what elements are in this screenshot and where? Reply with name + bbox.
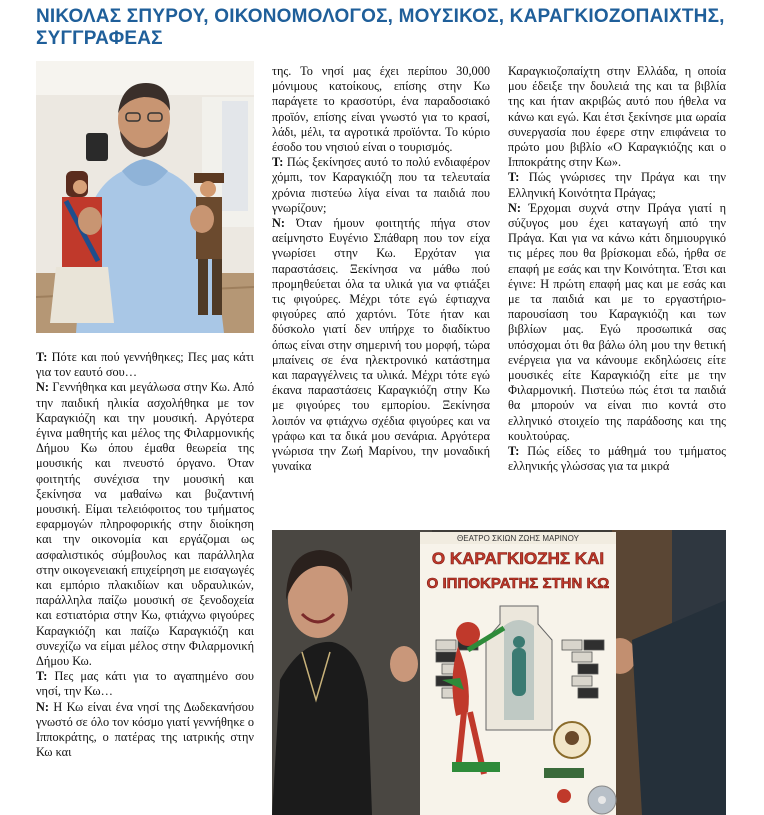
interviewer-label: Τ: <box>36 669 48 684</box>
interviewer-label: Τ: <box>272 155 284 170</box>
question-text: Πώς είδες το μάθημά του τμήματος ελληνικής γλώσσας για τα μικρά <box>508 444 726 474</box>
answer-text: Έρχομαι συχνά στην Πράγα γιατί η σύζυγος μου έχει καταγωγή από την Πράγα. Και για να κάνω κάτι δημιουργικό τις μέρες που θα βρίσκομαι εδώ, ήρθα σε επαφή με εσάς και την Κοινότητα. Έτσι και έγινε: Η πρώτη επαφή μας και με εσάς και με τα παιδιά και με το εργαστήριο- παρουσίαση του Καραγκιόζη και των βιβλίων μας. Εγώ προσωπικά σας υπόσχομαι ότι θα βάλω όλη μου την θετική ενέργεια για να κάνουμε εκδηλώσεις είτε μουσικές είτε Καραγκιόζη είτε με την Φιλαρμονική. Πιστεύω πώς έτσι τα παιδιά θα μπορούν να είναι πιο κοντά στο ελληνικό στοιχείο της παράδοσης και της κουλτούρας. <box>508 200 726 443</box>
book-publisher-line: ΘΕΑΤΡΟ ΣΚΙΩΝ ΖΩΗΣ ΜΑΡΙΝΟΥ <box>457 534 579 543</box>
answer-text: Όταν ήμουν φοιτητής πήγα στον αείμνηστο Ευγένιο Σπάθαρη που τον είχα γνωρίσει στην Κω. Ερχόταν για παραστάσεις. Ξεκίνησα να μάθω πού προμηθεύεται όλα τα υλικά για να φτιάξει τις φιγούρες. Μέχρι τότε εγώ έφτιαχνα φιγούρες από χαρτόνι. Τότε ήταν και δύσκολο γιατί δεν υπήρχε το διαδίκτυο όπως είναι στην σημερινή του μορφή, τώρα μπαίνεις σε ένα ηλεκτρονικό κατάστημα και παραγγέλνεις τα υλικά. Μέχρι τότε εγώ έκανα παραστάσεις Καραγκιόζη στην Κω με φιγούρες του εμπορίου. Ξεκίνησα λοιπόν να φτιάχνω σχέδια φιγούρες και να γράφω και τα δικά μου σενάρια. Αργότερα γνώρισα την Ζωή Μαρίνου, την μοναδική γυναίκα <box>272 216 490 474</box>
question-text: Πότε και πού γεννήθηκες; Πες μας κάτι για τον εαυτό σου… <box>36 350 254 380</box>
book-title-line-2: Ο ΙΠΠΟΚΡΑΤΗΣ ΣΤΗΝ ΚΩ <box>426 575 610 592</box>
text-column-1 <box>36 350 254 760</box>
paragraph-answer-3 <box>272 216 490 474</box>
article-title: ΝΙΚΟΛΑΣ ΣΠΥΡΟΥ, ΟΙΚΟΝΟΜΟΛΟΓΟΣ, ΜΟΥΣΙΚΟΣ, ΚΑΡΑΓΚΙΟΖΟΠΑΙΧΤΗΣ, ΣΥΓΓΡΑΦΕΑΣ <box>36 6 725 49</box>
interviewee-label: Ν: <box>36 380 49 395</box>
question-text: Πώς γνώρισες την Πράγα και την Ελληνική Κοινότητα Πράγας; <box>508 170 726 200</box>
book-title-line-1: Ο ΚΑΡΑΓΚΙΟΖΗΣ ΚΑΙ <box>431 549 605 568</box>
question-text: Πες μας κάτι για το αγαπημένο σου νησί, την Κω… <box>36 669 254 699</box>
paragraph-question-1 <box>36 350 254 380</box>
text-column-3 <box>508 64 726 474</box>
question-text: Πώς ξεκίνησες αυτό το πολύ ενδιαφέρον χόμπι, τον Καραγκιόζη που τα τελευταία χρόνια πιστεύω λίγα είναι τα παιδιά που γνωρίζουν; <box>272 155 490 215</box>
photo-book-presentation-illustration <box>272 530 726 815</box>
photo-man-with-puppets-illustration <box>36 61 254 333</box>
answer-text: Γεννήθηκα και μεγάλωσα στην Κω. Από την παιδική ηλικία ασχολήθηκα με τον Καραγκιόζη και την μουσική. Αργότερα έγινα μαθητής και μέλος της Φιλαρμονικής Δήμου Κω όπου έμαθα θεωρεία της μουσικής και πνευστό όργανο. Όταν φοιτητής συνέχισα την μουσική και ξεκίνησα να μαθαίνω και βυζαντινή μουσική. Είμαι τελειόφοιτος του τμήματος εφαρμογών πληροφορικής στην διοίκηση και την οικονομία και εργάζομαι ως ασφαλιστικός σύμβουλος και παράλληλα στην οικογενειακή επιχείρηση με εισαγωγές και εμπόριο πλακιδίων και υδραυλικών, παράλληλα παίζω μουσική σε ξενοδοχεία και εστιατόρια στην Κω, φτιάχνω φιγούρες Καραγκιόζη και παίζω Καραγκιόζη και συνεχίζω να είμαι μέλος στην Φιλαρμονική Δήμου Κω. <box>36 380 254 669</box>
photo-book-presentation <box>272 530 726 815</box>
photo-man-with-puppets <box>36 61 254 333</box>
text-column-2 <box>272 64 490 474</box>
paragraph-answer-1 <box>36 380 254 669</box>
interviewee-label: Ν: <box>36 699 49 714</box>
paragraph-continued: της. Το νησί μας έχει περίπου 30,000 μόνιμους κατοίκους, επίσης στην Κω παράγετε το κρασοτύρι, ένα παραδοσιακό προϊόν, επίσης είναι γνωστό για το κρασί, λάδι, μέλι, τα αγροτικά προϊόντα. Το κύριο έσοδο του νησιού είναι ο τουρισμός. <box>272 64 490 155</box>
interviewer-label: Τ: <box>508 444 520 459</box>
paragraph-question-2 <box>36 669 254 699</box>
paragraph-answer-2 <box>36 700 254 761</box>
interviewee-label: Ν: <box>508 200 521 215</box>
paragraph-answer-4 <box>508 201 726 444</box>
paragraph-question-3 <box>272 155 490 216</box>
paragraph-continued: Καραγκιοζοπαίχτη στην Ελλάδα, η οποία μου έδειξε την δουλειά της και τα βιβλία της και ήταν ακριβώς αυτό που ήθελα να κάνω και εγώ. Και έτσι ξεκίνησε μια ωραία συνεργασία που έφερε στην επιφάνεια το πρώτο μου βιβλίο «Ο Καραγκιόζης και ο Ιπποκράτης στην Κω». <box>508 64 726 170</box>
interviewer-label: Τ: <box>508 170 520 185</box>
interviewer-label: Τ: <box>36 350 48 364</box>
answer-text: Η Κω είναι ένα νησί της Δωδεκανήσου γνωστό σε όλο τον κόσμο γιατί γεννήθηκε ο Ιπποκράτης, ο πατέρας της ιατρικής στην Κω και <box>36 699 254 760</box>
interviewee-label: Ν: <box>272 216 285 231</box>
paragraph-question-4 <box>508 170 726 200</box>
paragraph-question-5 <box>508 444 726 474</box>
